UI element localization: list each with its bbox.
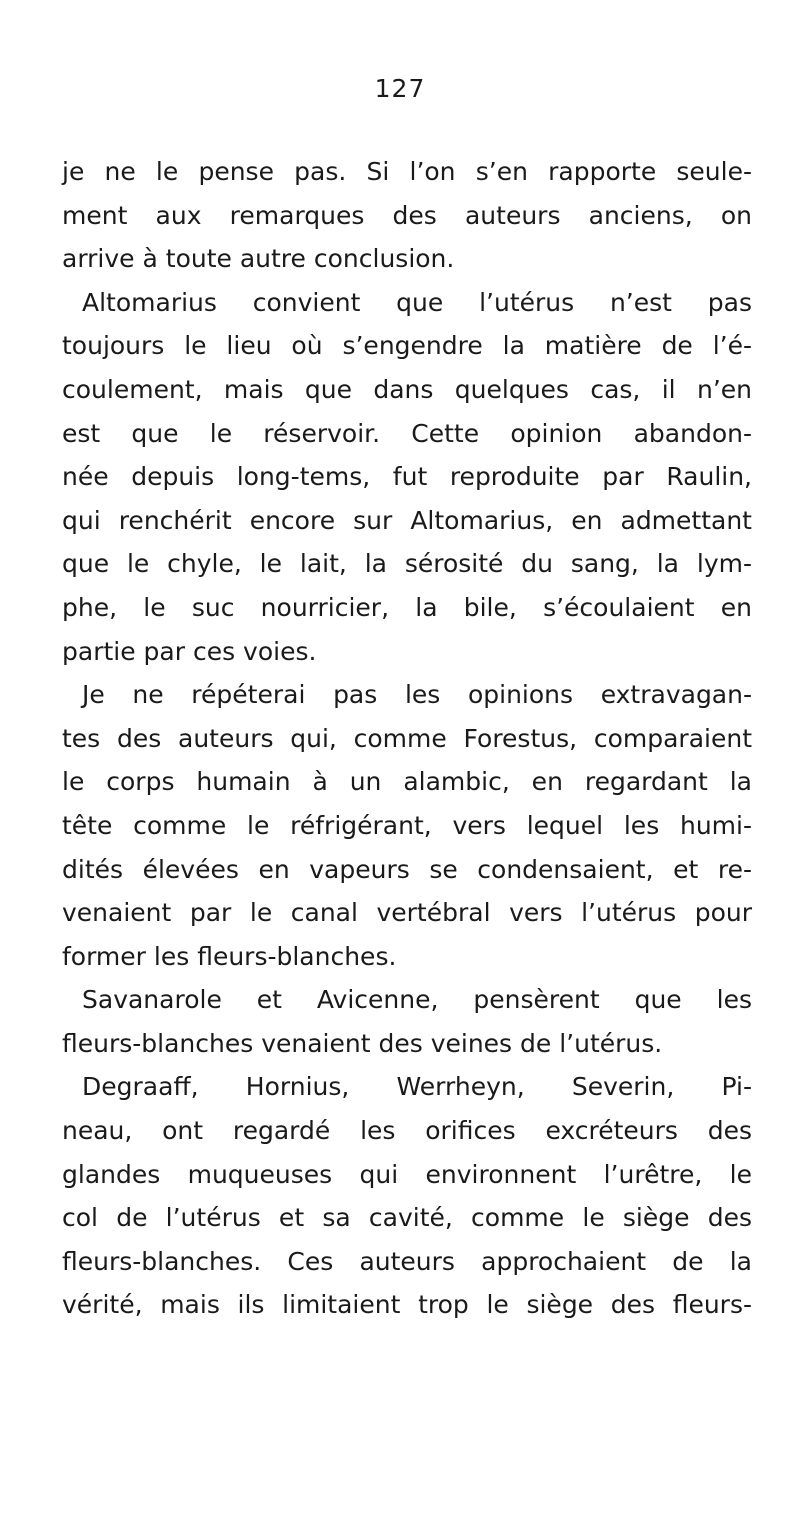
text-line: coulement, mais que dans quelques cas, il n’en bbox=[62, 374, 752, 404]
text-line: dités élevées en vapeurs se condensaient, et re- bbox=[62, 854, 752, 884]
text-line: phe, le suc nourricier, la bile, s’écoulaient en bbox=[62, 592, 752, 622]
text-line: Degraaff, Hornius, Werrheyn, Severin, Pi- bbox=[82, 1072, 752, 1102]
text-line: fleurs-blanches. Ces auteurs approchaient de la bbox=[62, 1246, 752, 1276]
text-line: ment aux remarques des auteurs anciens, on bbox=[62, 200, 752, 230]
text-line: qui renchérit encore sur Altomarius, en admettant bbox=[62, 505, 752, 535]
text-line: arrive à toute autre conclusion. bbox=[62, 244, 455, 274]
page-number: 127 bbox=[374, 74, 426, 103]
text-line: partie par ces voies. bbox=[62, 636, 317, 666]
text-line: fleurs-blanches venaient des veines de l’utérus. bbox=[62, 1028, 663, 1058]
text-line: vérité, mais ils limitaient trop le siège des fleurs- bbox=[62, 1290, 752, 1320]
text-line: Je ne répéterai pas les opinions extravagan- bbox=[82, 680, 752, 710]
text-line: que le chyle, le lait, la sérosité du sang, la lym- bbox=[62, 549, 752, 579]
text-line: Savanarole et Avicenne, pensèrent que les bbox=[82, 985, 752, 1015]
text-line: glandes muqueuses qui environnent l’urêtre, le bbox=[62, 1159, 752, 1189]
text-line: je ne le pense pas. Si l’on s’en rapporte seule- bbox=[62, 157, 752, 186]
text-line: venaient par le canal vertébral vers l’utérus pour bbox=[62, 898, 752, 928]
body-text bbox=[62, 150, 752, 1327]
text-line: Altomarius convient que l’utérus n’est pas bbox=[82, 287, 752, 317]
text-line: col de l’utérus et sa cavité, comme le siège des bbox=[62, 1203, 752, 1233]
text-line: toujours le lieu où s’engendre la matière de l’é- bbox=[62, 331, 752, 361]
text-line: tes des auteurs qui, comme Forestus, comparaient bbox=[62, 723, 752, 753]
text-line: née depuis long-tems, fut reproduite par Raulin, bbox=[62, 462, 752, 492]
text-line: est que le réservoir. Cette opinion abandon- bbox=[62, 418, 752, 448]
text-line: tête comme le réfrigérant, vers lequel les humi- bbox=[62, 810, 752, 840]
text-line: le corps humain à un alambic, en regardant la bbox=[62, 767, 752, 797]
text-line: former les fleurs-blanches. bbox=[62, 941, 397, 971]
text-line: neau, ont regardé les orifices excréteurs des bbox=[62, 1116, 752, 1146]
